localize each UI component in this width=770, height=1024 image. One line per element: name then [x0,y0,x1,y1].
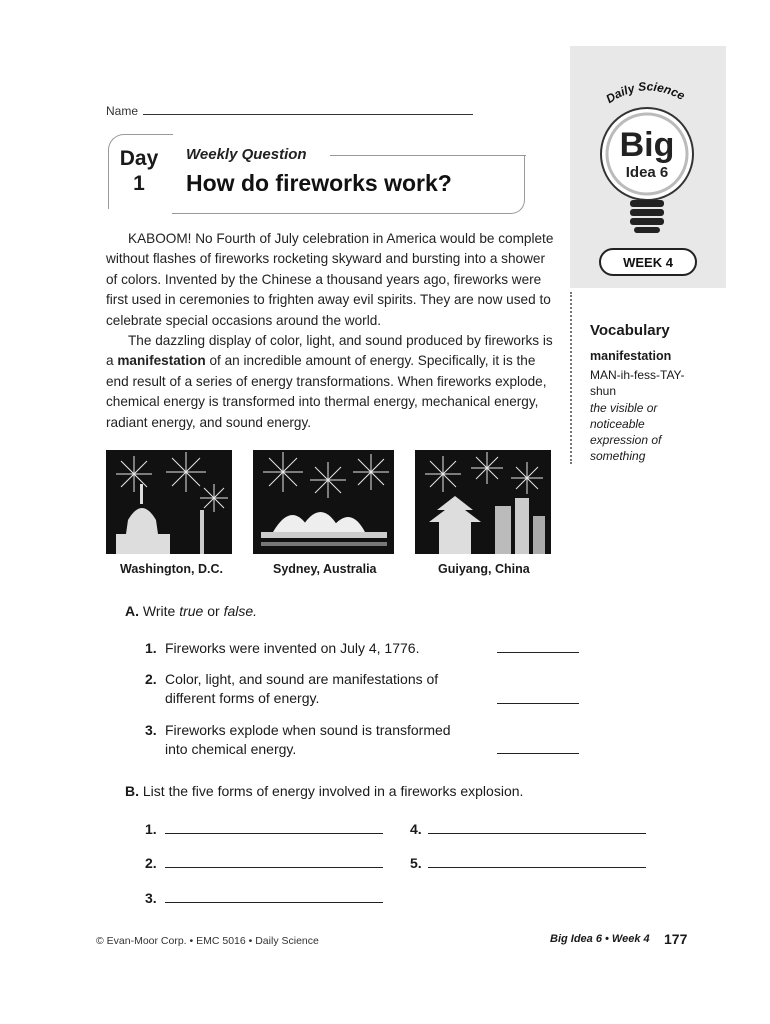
list-number-5: 5. [410,855,422,871]
section-b-text: List the five forms of energy involved in a fireworks explosion. [142,783,524,799]
big-text: Big [619,126,675,164]
question-3 [145,721,451,759]
answer-line-1[interactable] [497,652,579,653]
lightbulb-icon [570,46,726,288]
big-idea-panel [570,46,726,288]
idea-text: Idea 6 [625,164,669,181]
question-title: How do fireworks work? [186,170,452,196]
answer-line-2[interactable] [497,703,579,704]
section-a-instructions [125,603,257,619]
paragraph-1: KABOOM! No Fourth of July celebration in America would be complete without flashes of fireworks rocketing skyward and bursting into a shower of colors. Invented by the Chinese a thousand years ago, fireworks were first used in ceremonies to frighten away evil spirits. They are now used to celebrate special occasions around the world. [106,231,554,328]
sidebar-divider [570,292,572,464]
q2-number: 2. [145,671,157,687]
week-badge: WEEK 4 [623,255,673,270]
list-line-1[interactable] [165,833,383,834]
p2-bold-word: manifestation [117,353,206,369]
section-b-letter: B. [125,783,139,799]
list-line-5[interactable] [428,867,646,868]
question-1 [145,639,419,658]
day-number: 1 [133,172,145,195]
page-number: 177 [664,931,688,947]
instr-false: false. [223,603,258,619]
q3-text-line1: Fireworks explode when sound is transformed [165,722,451,738]
weekly-question-label: Weekly Question [186,146,307,163]
footer-big-idea: Big Idea 6 • Week 4 [550,933,650,945]
caption-guiyang: Guiyang, China [438,562,530,576]
vocabulary-definition: the visible or noticeable expression of something [590,401,662,463]
reading-passage [106,229,556,433]
list-number-2: 2. [145,855,157,871]
instr-or: or [203,603,224,619]
q2-text-line2: different forms of energy. [165,690,320,706]
p2-text-a: The dazzling display of color, light, and sound produced by fireworks is a [106,333,553,369]
p2-text-b: of an incredible amount of energy. Specifically, it is the end result of a series of energy transformations. When fireworks explode, chemical energy is transformed into thermal energy, mechanical energy, radiant energy, and sound energy. [106,353,547,430]
question-2 [145,670,438,708]
paragraph-2 [106,331,556,433]
footer-copyright: © Evan-Moor Corp. • EMC 5016 • Daily Science [96,935,319,947]
q2-text-line1: Color, light, and sound are manifestations of [165,671,439,687]
vocabulary-pronunciation: MAN-ih-fess-TAY-shun [590,368,685,398]
arc-title: Daily Science [603,79,688,107]
vocabulary-title: Vocabulary [590,322,670,339]
vocabulary-word: manifestation [590,349,672,363]
list-number-4: 4. [410,821,422,837]
name-field[interactable] [106,104,473,118]
q3-number: 3. [145,722,157,738]
name-underline [143,104,473,115]
instr-write: Write [142,603,180,619]
answer-line-3[interactable] [497,753,579,754]
q1-text: Fireworks were invented on July 4, 1776. [165,640,420,656]
photo-guiyang [415,450,551,554]
section-a-letter: A. [125,603,139,619]
caption-sydney: Sydney, Australia [273,562,377,576]
photo-washington [106,450,232,554]
list-line-4[interactable] [428,833,646,834]
list-number-1: 1. [145,821,157,837]
svg-text:Daily Science [603,79,687,106]
name-label: Name [106,104,139,118]
instr-true: true [179,603,204,619]
day-label: Day [119,147,159,170]
day-badge [108,136,170,208]
photo-sydney [253,450,394,554]
q1-number: 1. [145,640,157,656]
list-line-2[interactable] [165,867,383,868]
question-divider [330,155,526,156]
list-line-3[interactable] [165,902,383,903]
caption-washington: Washington, D.C. [120,562,223,576]
list-number-3: 3. [145,890,157,906]
section-b-instructions [125,783,523,799]
q3-text-line2: into chemical energy. [165,741,297,757]
